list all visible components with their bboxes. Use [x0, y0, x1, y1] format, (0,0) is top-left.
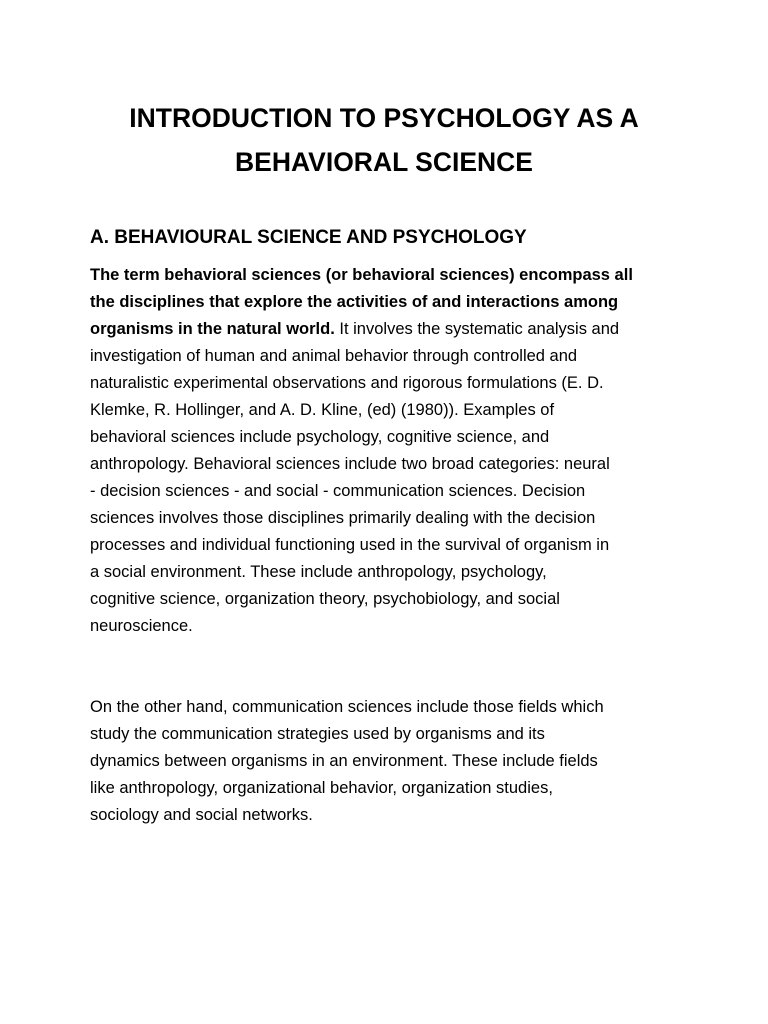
document-title [90, 96, 678, 184]
text-line: investigation of human and animal behavior through controlled and [90, 347, 578, 365]
text-line: naturalistic experimental observations and rigorous formulations (E. D. [90, 374, 604, 392]
bold-text-line: the disciplines that explore the activities of and interactions among [90, 293, 619, 311]
text-line: On the other hand, communication sciences include those fields which [90, 698, 604, 716]
text-line: neuroscience. [90, 617, 193, 635]
bold-text-run: organisms in the natural world. [90, 320, 335, 338]
text-line: processes and individual functioning used in the survival of organism in [90, 536, 610, 554]
title-line: BEHAVIORAL SCIENCE [235, 147, 533, 177]
text-line: behavioral sciences include psychology, cognitive science, and [90, 428, 550, 446]
text-line: sciences involves those disciplines primarily dealing with the decision [90, 509, 596, 527]
text-line: cognitive science, organization theory, psychobiology, and social [90, 590, 560, 608]
text-line: dynamics between organisms in an environment. These include fields [90, 752, 598, 770]
text-run: It involves the systematic analysis and [334, 320, 620, 338]
text-line: like anthropology, organizational behavior, organization studies, [90, 779, 553, 797]
text-line: a social environment. These include anthropology, psychology, [90, 563, 547, 581]
section-heading: A. BEHAVIOURAL SCIENCE AND PSYCHOLOGY [90, 227, 527, 248]
mixed-text-line [90, 316, 690, 343]
text-line: study the communication strategies used by organisms and its [90, 725, 545, 743]
text-line: Klemke, R. Hollinger, and A. D. Kline, (ed) (1980)). Examples of [90, 401, 555, 419]
paragraph-2 [90, 694, 690, 829]
title-line: INTRODUCTION TO PSYCHOLOGY AS A [129, 103, 639, 133]
text-line: - decision sciences - and social - communication sciences. Decision [90, 482, 586, 500]
paragraph-1 [90, 262, 690, 640]
bold-text-line: The term behavioral sciences (or behavioral sciences) encompass all [90, 266, 633, 284]
text-line: sociology and social networks. [90, 806, 313, 824]
text-line: anthropology. Behavioral sciences include two broad categories: neural [90, 455, 610, 473]
